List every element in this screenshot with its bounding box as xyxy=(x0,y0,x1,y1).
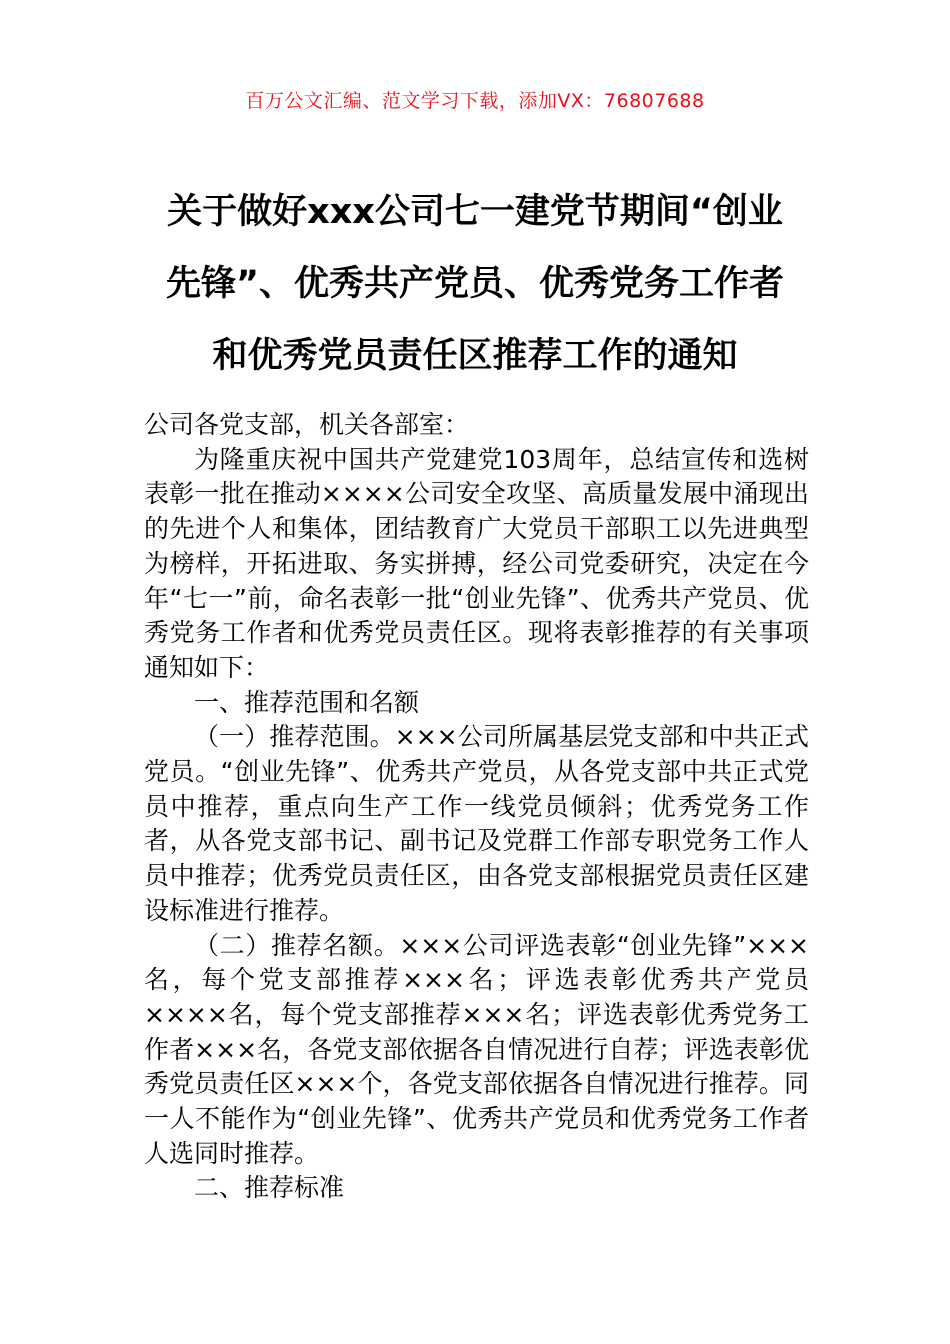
document-title xyxy=(140,176,810,392)
title-line: 关于做好xxx公司七一建党节期间“创业 xyxy=(167,192,783,232)
body-paragraph: （一）推荐范围。×××公司所属基层党支部和中共正式党员。“创业先锋”、优秀共产党员，从各党支部中共正式党员中推荐，重点向生产工作一线党员倾斜；优秀党务工作者，从各党支部书记、副书记及党群工作部专职党务工作人员中推荐；优秀党员责任区，由各党支部根据党员责任区建设标准进行推荐。 xyxy=(144,722,809,925)
watermark-text: 百万公文汇编、范文学习下载，添加VX：76807688 xyxy=(245,90,705,112)
body-paragraph: （二）推荐名额。×××公司评选表彰“创业先锋”×××名，每个党支部推荐×××名；评选表彰优秀共产党员××××名，每个党支部推荐×××名；评选表彰优秀党务工作者×××名，各党支部依据各自情况进行自荐；评选表彰优秀党员责任区×××个，各党支部依据各自情况进行推荐。同一人不能作为“创业先锋”、优秀共产党员和优秀党务工作者人选同时推荐。 xyxy=(144,930,809,1168)
intro-paragraph: 为隆重庆祝中国共产党建党103周年，总结宣传和选树表彰一批在推动××××公司安全攻坚、高质量发展中涌现出的先进个人和集体，团结教育广大党员干部职工以先进典型为榜样，开拓进取、务实拼搏，经公司党委研究，决定在今年“七一”前，命名表彰一批“创业先锋”、优秀共产党员、优秀党务工作者和优秀党员责任区。现将表彰推荐的有关事项通知如下： xyxy=(144,444,809,682)
title-line: 先锋”、优秀共产党员、优秀党务工作者 xyxy=(165,264,784,304)
document-body xyxy=(144,408,809,1206)
title-line: 和优秀党员责任区推荐工作的通知 xyxy=(212,336,738,376)
section-heading: 一、推荐范围和名额 xyxy=(194,687,420,717)
salutation: 公司各党支部，机关各部室： xyxy=(144,410,470,439)
section-heading: 二、推荐标准 xyxy=(194,1173,345,1203)
